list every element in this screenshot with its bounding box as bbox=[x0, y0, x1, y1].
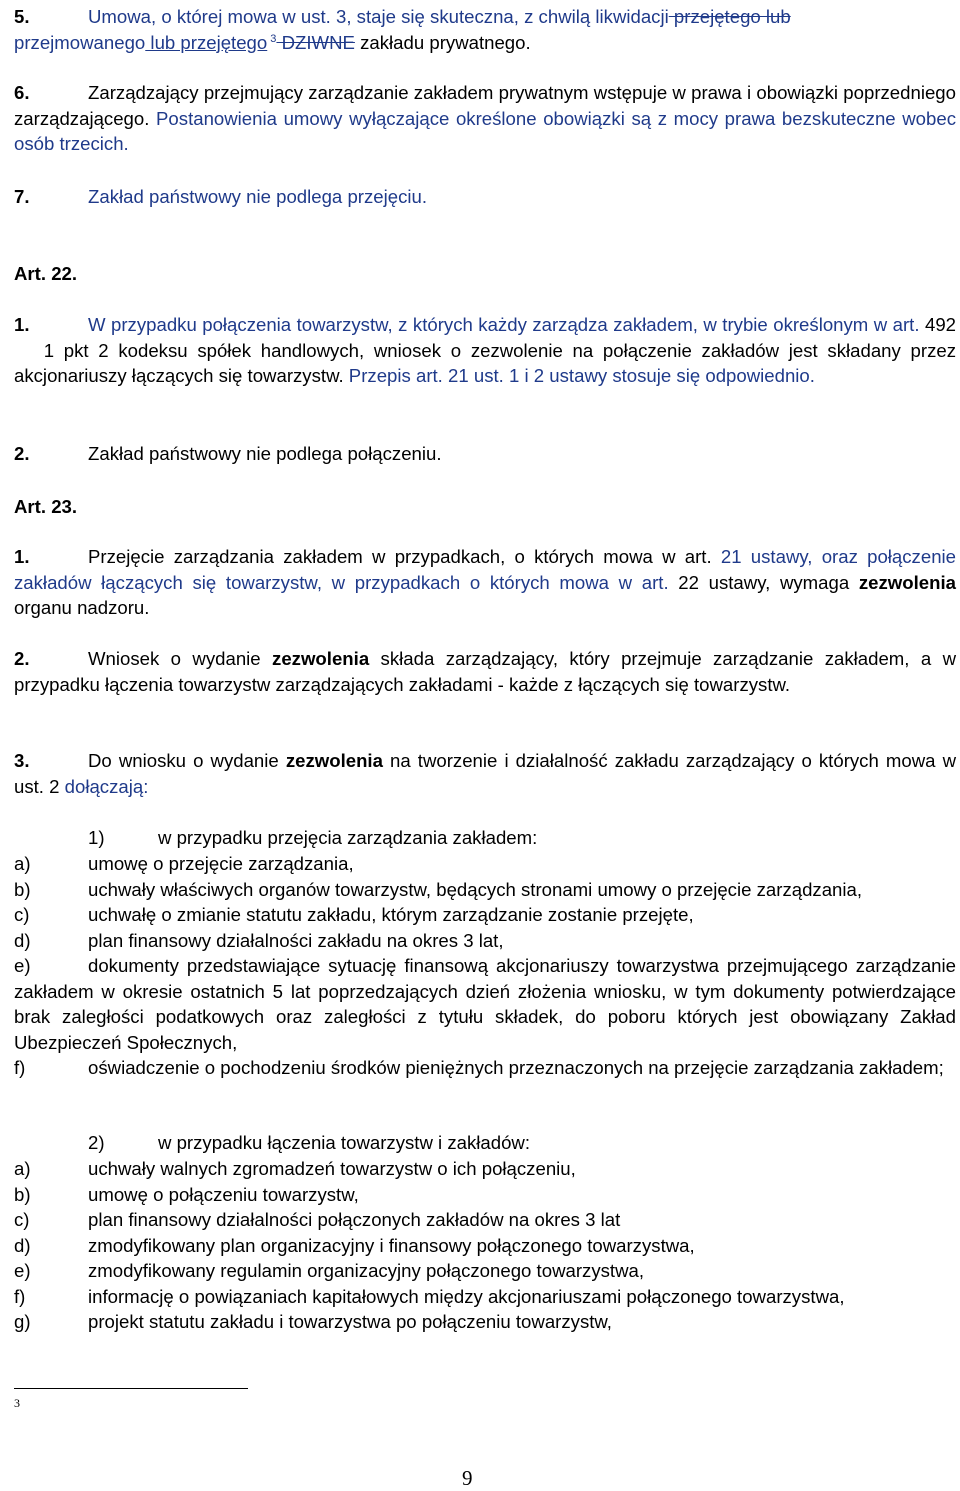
list-item bbox=[14, 1284, 956, 1310]
paragraph-5 bbox=[14, 4, 956, 55]
paragraph-text: organu nadzoru. bbox=[14, 597, 150, 618]
list-letter: a) bbox=[14, 1158, 31, 1179]
paragraph-text: Przepis art. 21 ust. 1 i 2 ustawy stosuje się odpowiednio. bbox=[343, 365, 815, 386]
list-letter: e) bbox=[14, 955, 31, 976]
list-letter: d) bbox=[14, 1234, 31, 1256]
list-item bbox=[14, 1055, 956, 1081]
article-22-paragraph-2 bbox=[14, 441, 956, 467]
paragraph-text: składa zarządzający, który przejmuje zarządzanie zakładem, a w przypadku łączenia towarzystw zarządzających zakładami - każde z łączących się towarzystw. bbox=[14, 648, 956, 695]
paragraph-text: przejmowanego bbox=[14, 31, 146, 53]
list-letter: b) bbox=[14, 878, 31, 900]
list-item-text: plan finansowy działalności zakładu na okres 3 lat, bbox=[88, 929, 504, 951]
paragraph-7 bbox=[14, 184, 956, 210]
paragraph-text: Zarządzający przejmujący zarządzanie zakładem prywatnym wstępuje w prawa i obowiązki poprzedniego zarządzającego. bbox=[14, 82, 956, 129]
list-item-text: plan finansowy działalności połączonych zakładów na okres 3 lat bbox=[88, 1209, 621, 1230]
list-item-text: dokumenty przedstawiające sytuację finansową akcjonariuszy towarzystwa przejmującego zarządzanie zakładem w okresie ostatnich 5 lat poprzedzających dzień złożenia wniosku, w tym dokumenty potwierdzające brak zaległości podatkowych oraz zaległości z tytułu składek, do poboru których jest obowiązany Zakład Ubezpieczeń Społecznych, bbox=[14, 955, 956, 1053]
article-23-paragraph-1 bbox=[14, 544, 956, 621]
list-item bbox=[14, 953, 956, 1055]
list-item bbox=[14, 1309, 956, 1335]
list-item-text: projekt statutu zakładu i towarzystwa po połączeniu towarzystw, bbox=[88, 1311, 612, 1332]
article-23-paragraph-2 bbox=[14, 646, 956, 697]
list-letter: c) bbox=[14, 904, 30, 925]
list-item-text: umowę o przejęcie zarządzania, bbox=[88, 853, 354, 874]
list-item-text: umowę o połączeniu towarzystw, bbox=[88, 1183, 359, 1205]
footnote-separator bbox=[14, 1388, 248, 1389]
list-item bbox=[14, 1182, 956, 1208]
paragraph-number: 2. bbox=[14, 648, 30, 669]
paragraph-text: dołączają: bbox=[59, 775, 149, 797]
paragraph-text: zakładu prywatnego. bbox=[354, 31, 531, 53]
bold-term: zezwolenia bbox=[858, 571, 956, 593]
paragraph-text: Przejęcie zarządzania zakładem w przypadkach, o których mowa w art. bbox=[88, 546, 712, 567]
list-letter: g) bbox=[14, 1311, 31, 1332]
list-letter: d) bbox=[14, 929, 31, 951]
list-number: 2) bbox=[88, 1132, 105, 1153]
list-item-text: zmodyfikowany plan organizacyjny i finansowy połączonego towarzystwa, bbox=[88, 1234, 695, 1256]
deleted-text: DZIWNE bbox=[276, 31, 355, 53]
list-item bbox=[14, 1207, 956, 1233]
paragraph-text: W przypadku połączenia towarzystw, z których każdy zarządza zakładem, w trybie określonym w art. bbox=[88, 314, 920, 335]
list-item bbox=[14, 877, 956, 903]
paragraph-number: 6. bbox=[14, 82, 30, 103]
paragraph-number: 3. bbox=[14, 750, 30, 771]
paragraph-text: Do wniosku o wydanie bbox=[88, 750, 286, 771]
list-item-text: zmodyfikowany regulamin organizacyjny połączonego towarzystwa, bbox=[88, 1260, 645, 1281]
paragraph-text: Zakład państwowy nie podlega połączeniu. bbox=[88, 443, 442, 464]
list-item bbox=[14, 1156, 956, 1182]
list-heading-text: w przypadku przejęcia zarządzania zakładem: bbox=[158, 827, 538, 848]
list-item bbox=[14, 902, 956, 928]
bold-term: zezwolenia bbox=[285, 750, 383, 771]
list-1-items bbox=[14, 851, 956, 1081]
list-letter: b) bbox=[14, 1183, 31, 1205]
article-23-paragraph-3 bbox=[14, 748, 956, 799]
paragraph-text: 22 ustawy, wymaga bbox=[668, 571, 859, 593]
paragraph-number: 7. bbox=[14, 186, 30, 207]
list-item bbox=[14, 928, 956, 954]
list-heading-text: w przypadku łączenia towarzystw i zakładów: bbox=[158, 1132, 531, 1153]
paragraph-text: 21 ustawy, oraz połączenie zakładów łączących się towarzystw, w przypadkach o których mowa w art. bbox=[14, 546, 957, 593]
paragraph-text: na tworzenie i działalność zakładu zarządzający o których mowa w ust. 2 bbox=[14, 750, 956, 797]
deleted-text: przejętego lub bbox=[668, 6, 791, 27]
paragraph-number: 5. bbox=[14, 6, 30, 27]
list-letter: f) bbox=[14, 1285, 26, 1307]
paragraph-text: Umowa, o której mowa w ust. 3, staje się skuteczna, z chwilą likwidacji bbox=[88, 6, 669, 27]
paragraph-text: 1 pkt 2 kodeksu spółek handlowych, wniosek o zezwolenie na połączenie zakładów jest składany przez akcjonariuszy łączących się towarzystw. bbox=[14, 339, 956, 386]
list-letter: c) bbox=[14, 1209, 30, 1230]
list-item-text: informację o powiązaniach kapitałowych między akcjonariuszami połączonego towarzystwa, bbox=[88, 1285, 845, 1307]
list-heading bbox=[14, 825, 956, 851]
list-letter: f) bbox=[14, 1057, 26, 1078]
list-letter: e) bbox=[14, 1260, 31, 1281]
paragraph-text: 492 bbox=[919, 314, 956, 335]
bold-term: zezwolenia bbox=[272, 648, 370, 669]
paragraph-text: Wniosek o wydanie bbox=[88, 648, 273, 669]
paragraph-number: 1. bbox=[14, 314, 30, 335]
list-heading bbox=[14, 1130, 956, 1156]
list-2-items bbox=[14, 1156, 956, 1335]
page-number: 9 bbox=[462, 1466, 473, 1490]
list-item bbox=[14, 1258, 956, 1284]
list-item-text: uchwały walnych zgromadzeń towarzystw o ich połączeniu, bbox=[88, 1158, 576, 1179]
article-22-paragraph-1 bbox=[14, 312, 956, 389]
list-item-text: uchwałę o zmianie statutu zakładu, którym zarządzanie zostanie przejęte, bbox=[88, 904, 694, 925]
footnote-number: 3 bbox=[14, 1396, 20, 1410]
list-item bbox=[14, 1233, 956, 1259]
article-heading: Art. 23. bbox=[14, 496, 78, 517]
footnote-reference[interactable]: 3 bbox=[267, 32, 277, 45]
paragraph-text: Postanowienia umowy wyłączające określone obowiązki są z mocy prawa bezskuteczne wobec osób trzecich. bbox=[14, 107, 956, 154]
article-heading: Art. 22. bbox=[14, 263, 78, 284]
list-item-text: uchwały właściwych organów towarzystw, będących stronami umowy o przejęcie zarządzania, bbox=[88, 878, 863, 900]
paragraph-number: 2. bbox=[14, 443, 30, 464]
paragraph-text: Zakład państwowy nie podlega przejęciu. bbox=[88, 186, 428, 207]
list-letter: a) bbox=[14, 853, 31, 874]
inserted-text: lub przejętego bbox=[145, 31, 268, 53]
list-number: 1) bbox=[88, 827, 105, 848]
paragraph-number: 1. bbox=[14, 546, 30, 567]
list-item bbox=[14, 851, 956, 877]
paragraph-6 bbox=[14, 80, 956, 157]
list-item-text: oświadczenie o pochodzeniu środków pieniężnych przeznaczonych na przejęcie zarządzania zakładem; bbox=[88, 1057, 944, 1078]
